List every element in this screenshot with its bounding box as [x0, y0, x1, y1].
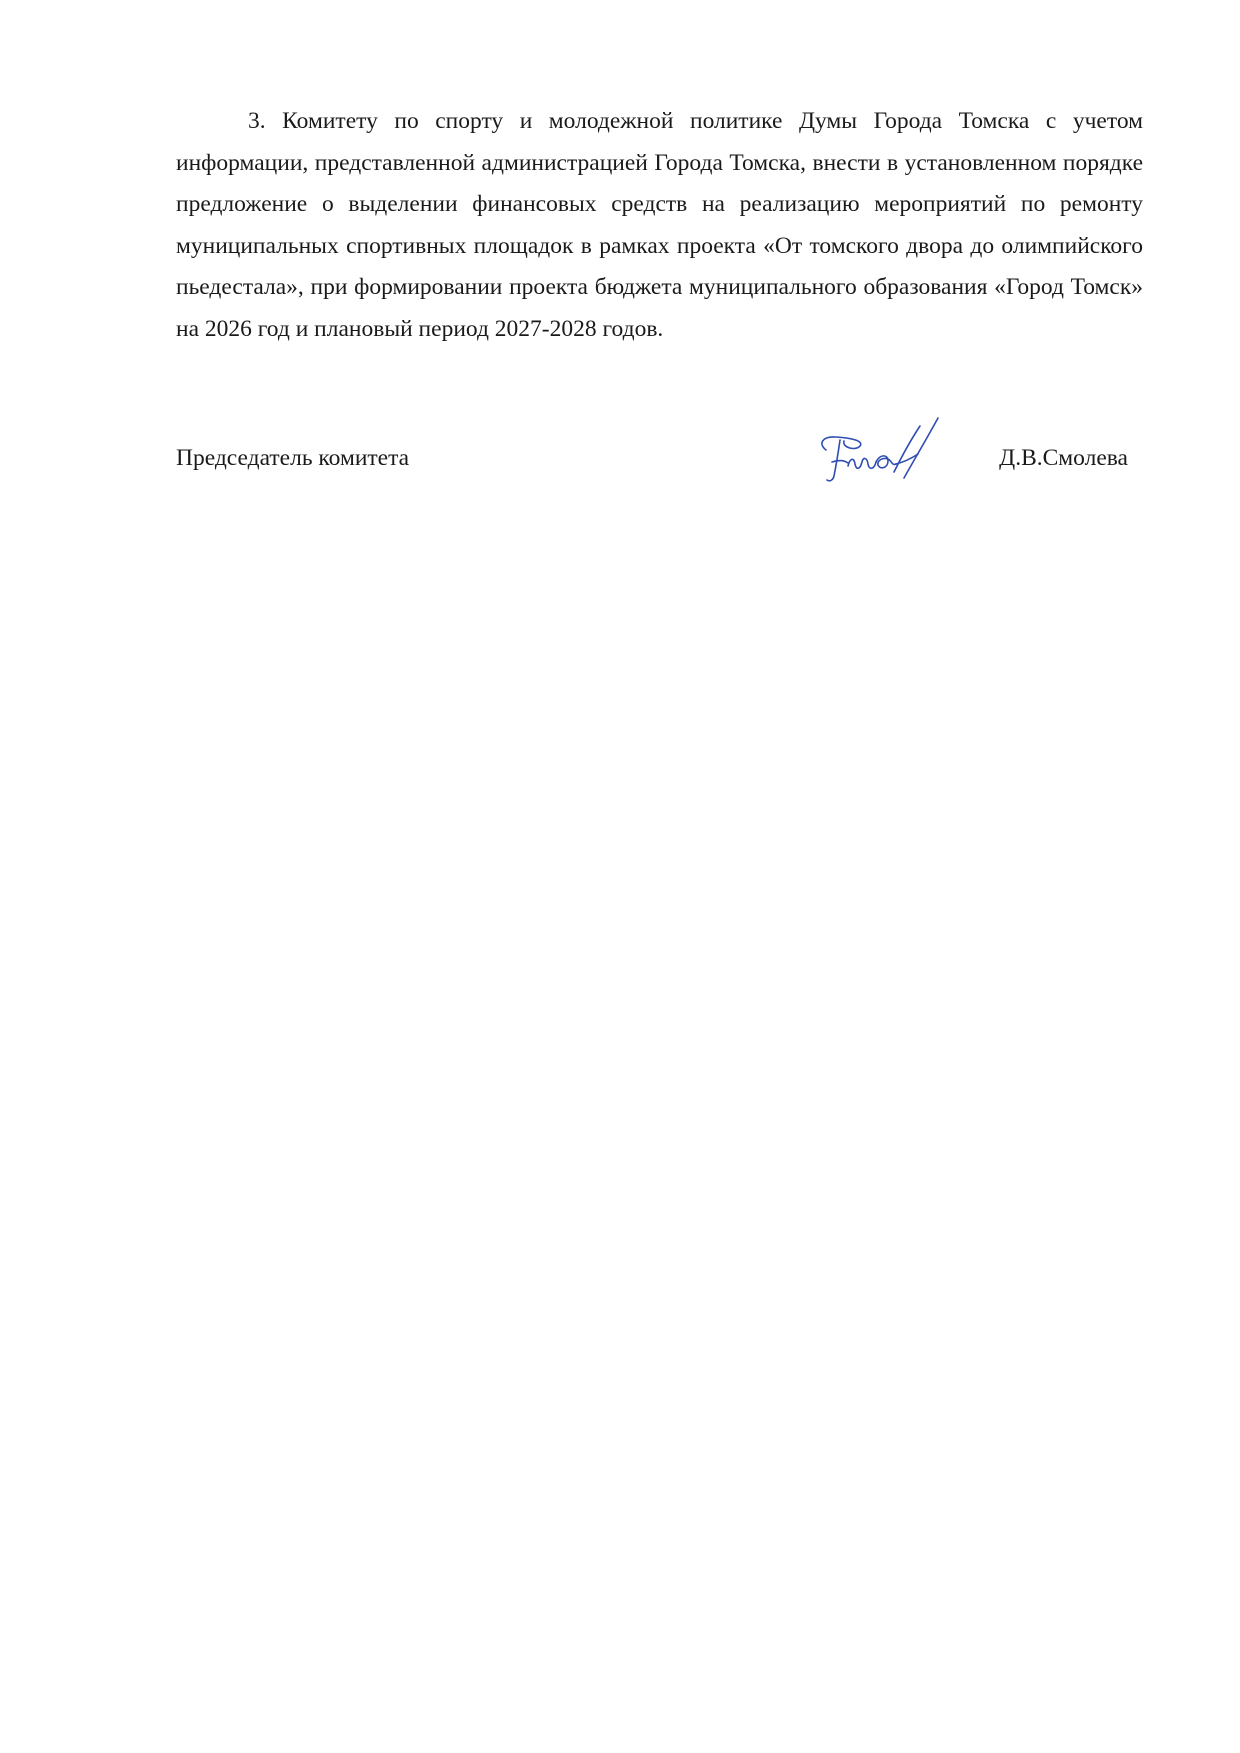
- handwritten-signature: [808, 410, 958, 500]
- signatory-role: Председатель комитета: [176, 445, 410, 471]
- signatory-name: Д.В.Смолева: [999, 445, 1128, 471]
- paragraph-3: 3. Комитету по спорту и молодежной политике Думы Города Томска с учетом информации, представленной администрацией Города Томска, внести в установленном порядке предложение о выделении финансовых средств на реализацию мероприятий по ремонту муниципальных спортивных площадок в рамках проекта «От томского двора до олимпийского пьедестала», при формировании проекта бюджета муниципального образования «Город Томск» на 2026 год и плановый период 2027-2028 годов.: [176, 108, 1143, 342]
- signature-block: [176, 438, 1143, 528]
